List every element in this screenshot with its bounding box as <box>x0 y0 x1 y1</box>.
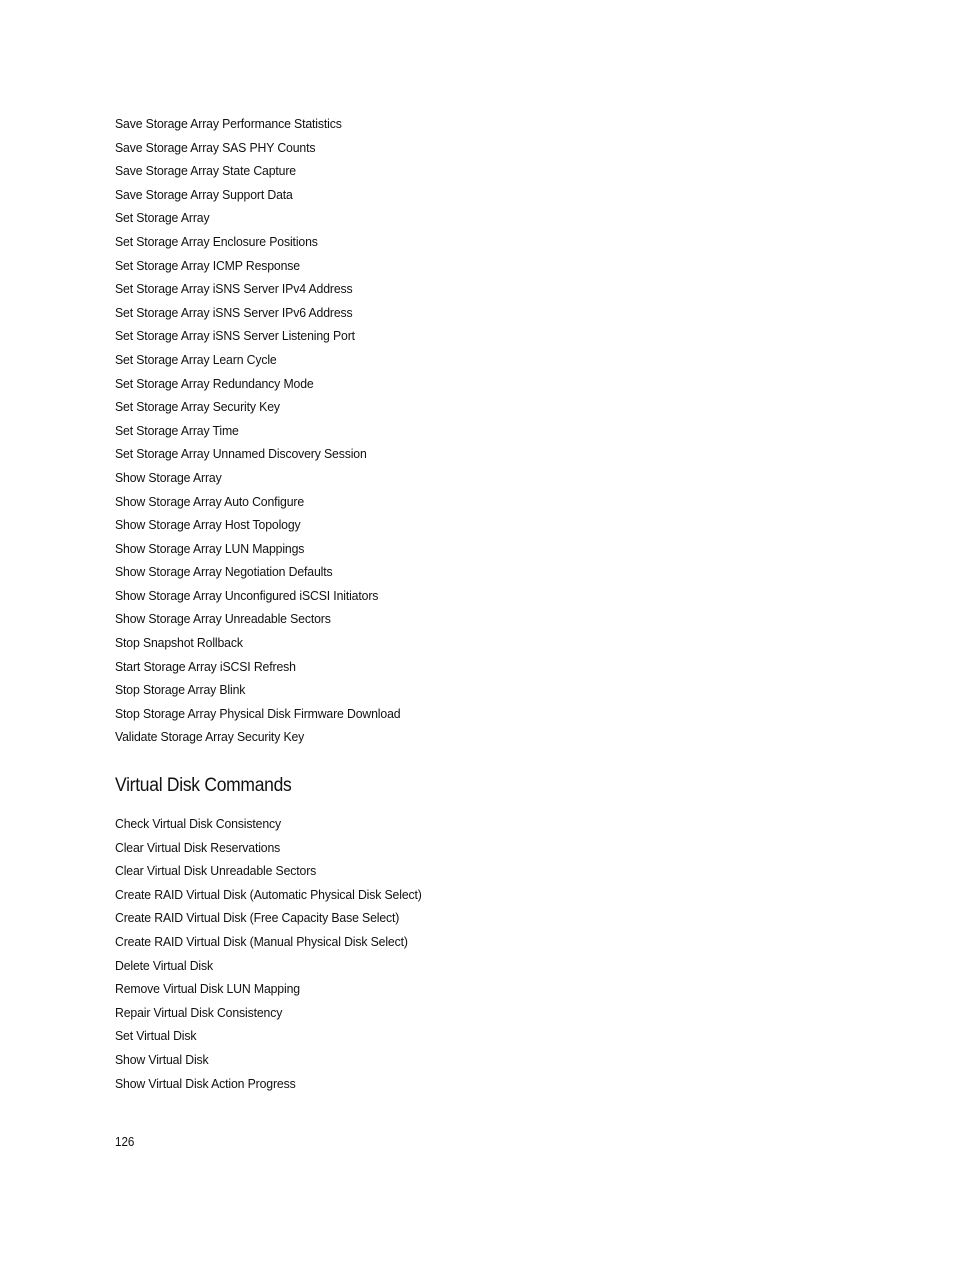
list-item: Clear Virtual Disk Reservations <box>115 839 281 855</box>
list-item: Show Storage Array Auto Configure <box>115 493 305 509</box>
list-item: Show Storage Array <box>115 469 222 485</box>
list-item: Set Storage Array Security Key <box>115 399 280 415</box>
list-item: Set Storage Array Unnamed Discovery Session <box>115 446 367 462</box>
list-item: Show Storage Array Unreadable Sectors <box>115 611 331 627</box>
list-item: Create RAID Virtual Disk (Manual Physical Disk Select) <box>115 933 408 949</box>
list-item: Set Storage Array Time <box>115 422 239 438</box>
list-item: Repair Virtual Disk Consistency <box>115 1004 283 1020</box>
list-item: Stop Storage Array Physical Disk Firmware Download <box>115 705 401 721</box>
list-item: Set Storage Array Learn Cycle <box>115 351 277 367</box>
list-item: Set Virtual Disk <box>115 1028 197 1044</box>
storage-array-command-list <box>115 112 422 749</box>
list-item: Create RAID Virtual Disk (Free Capacity Base Select) <box>115 910 400 926</box>
list-item: Set Storage Array <box>115 210 210 226</box>
list-item: Remove Virtual Disk LUN Mapping <box>115 981 300 997</box>
list-item: Start Storage Array iSCSI Refresh <box>115 658 296 674</box>
list-item: Show Virtual Disk Action Progress <box>115 1075 296 1091</box>
list-item: Save Storage Array SAS PHY Counts <box>115 139 316 155</box>
list-item: Set Storage Array Redundancy Mode <box>115 375 314 391</box>
list-item: Clear Virtual Disk Unreadable Sectors <box>115 863 317 879</box>
section-heading-virtual-disk-commands: Virtual Disk Commands <box>115 775 292 796</box>
page-number: 126 <box>115 1135 135 1149</box>
list-item: Save Storage Array Performance Statistics <box>115 116 342 131</box>
list-item: Set Storage Array Enclosure Positions <box>115 233 318 249</box>
list-item: Create RAID Virtual Disk (Automatic Physical Disk Select) <box>115 886 422 902</box>
list-item: Set Storage Array iSNS Server IPv4 Address <box>115 281 353 297</box>
list-item: Set Storage Array iSNS Server Listening Port <box>115 328 355 344</box>
list-item: Save Storage Array State Capture <box>115 163 296 179</box>
list-item: Stop Storage Array Blink <box>115 682 246 698</box>
list-item: Validate Storage Array Security Key <box>115 729 305 745</box>
virtual-disk-command-list <box>115 812 445 1095</box>
list-item: Show Virtual Disk <box>115 1051 209 1067</box>
list-item: Check Virtual Disk Consistency <box>115 816 281 831</box>
list-item: Show Storage Array Unconfigured iSCSI Initiators <box>115 587 379 603</box>
list-item: Show Storage Array LUN Mappings <box>115 540 305 556</box>
list-item: Stop Snapshot Rollback <box>115 635 243 651</box>
list-item: Show Storage Array Negotiation Defaults <box>115 564 333 580</box>
list-item: Set Storage Array ICMP Response <box>115 257 300 273</box>
list-item: Delete Virtual Disk <box>115 957 214 973</box>
list-item: Set Storage Array iSNS Server IPv6 Address <box>115 304 353 320</box>
list-item: Show Storage Array Host Topology <box>115 517 301 533</box>
list-item: Save Storage Array Support Data <box>115 186 293 202</box>
